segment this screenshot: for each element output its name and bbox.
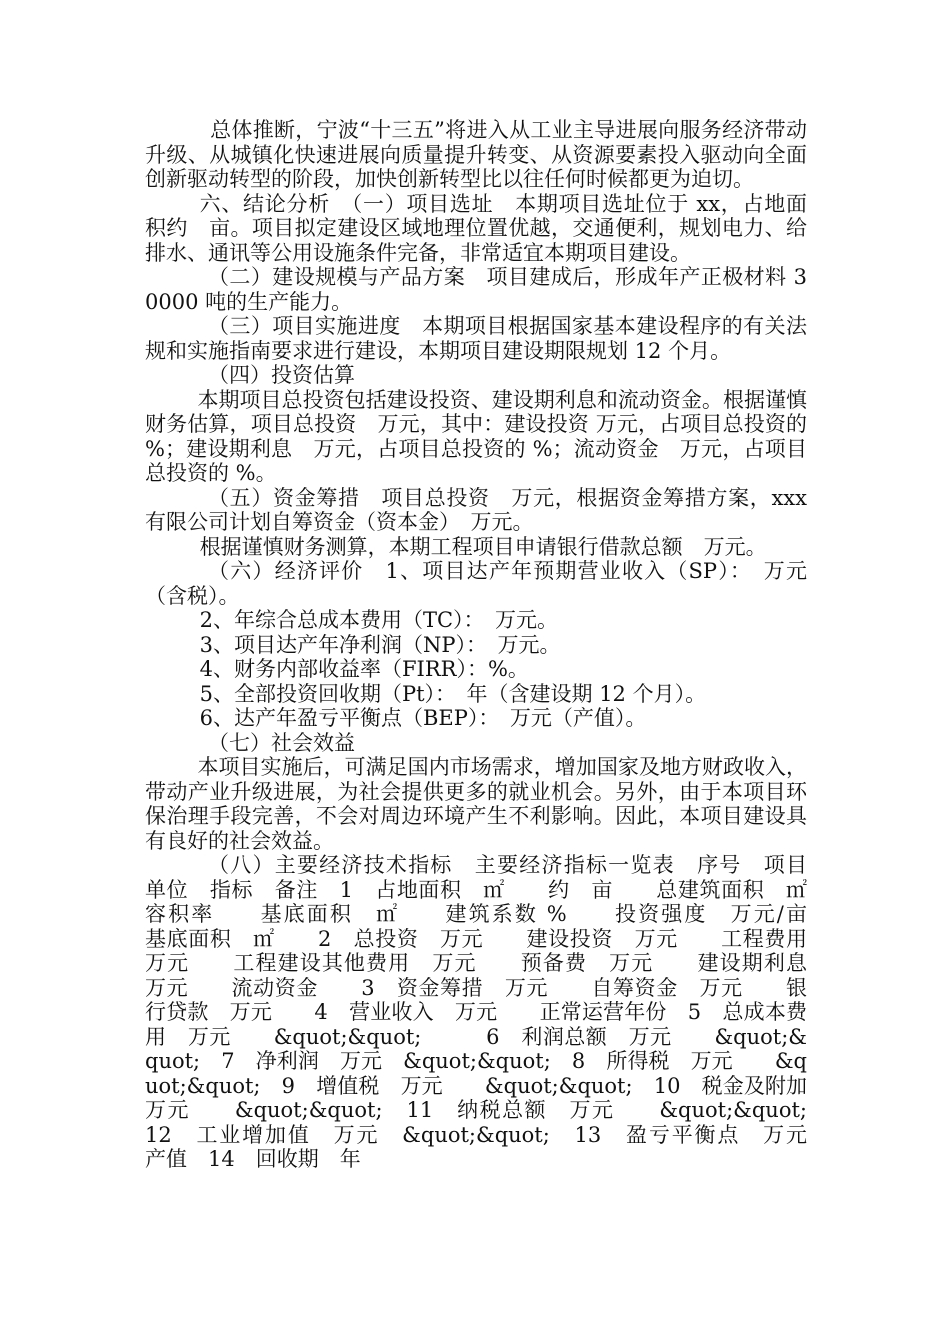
paragraph-economic-6: 6、达产年盈亏平衡点（BEP）： 万元（产值）。 <box>199 706 647 730</box>
paragraph-economic-5: 5、全部投资回收期（Pt）： 年（含建设期 12 个月）。 <box>199 681 707 706</box>
paragraph-summary: 总体推断，宁波“十三五”将进入从工业主导进展向服务经济带动升级、从城镇化快速进展向质量提升转变、从资源要素投入驱动向全面创新驱动转型的阶段，加快创新转型比以往任何时候都更为迫切。 <box>145 118 807 191</box>
paragraph-indicators: （八）主要经济技术指标 主要经济指标一览表 序号 项目 单位 指标 备注 1 占地面积 ㎡ 约 亩 总建筑面积 ㎡ 容积率 基底面积 ㎡ 建筑系数 % 投资强度 万元/亩 基底面积 ㎡ 2 总投资 万元 建设投资 万元 工程费用 万元 工程建设其他费用 万元 预备费 万元 建设期利息 万元 流动资金 3 资金筹措 万元 自筹资金 万元 银行贷款 万元 4 营业收入 万元 正常运营年份 5 总成本费用 万元 &quot;&quot; 6 利润总额 万元 &quot;&quot; 7 净利润 万元 &quot;&quot; 8 所得税 万元 &quot;&quot; 9 增值税 万元 &quot;&quot; 10 税金及附加 万元 &quot;&quot; 11 纳税总额 万元 &quot;&quot; 12 工业增加值 万元 &quot;&quot; 13 盈亏平衡点 万元 产值 14 回收期 年 <box>145 853 849 1171</box>
heading-social-benefit: （七）社会效益 <box>208 730 355 755</box>
paragraph-investment: 本期项目总投资包括建设投资、建设期利息和流动资金。根据谨慎财务估算，项目总投资 万元，其中：建设投资 万元，占项目总投资的 %；建设期利息 万元，占项目总投资的 %；流动资金 万元，占项目总投资的 %。 <box>145 387 807 485</box>
paragraph-economic-2: 2、年综合总成本费用（TC）： 万元。 <box>199 608 559 632</box>
paragraph-loan: 根据谨慎财务测算，本期工程项目申请银行借款总额 万元。 <box>199 534 767 559</box>
paragraph-funding: （五）资金筹措 项目总投资 万元，根据资金筹措方案，xxx 有限公司计划自筹资金（资本金） 万元。 <box>145 485 807 534</box>
paragraph-schedule: （三）项目实施进度 本期项目根据国家基本建设程序的有关法规和实施指南要求进行建设，本期项目建设期限规划 12 个月。 <box>145 314 807 363</box>
paragraph-economic-3: 3、项目达产年净利润（NP）： 万元。 <box>199 632 561 657</box>
paragraph-economic-4: 4、财务内部收益率（FIRR）：%。 <box>199 657 529 681</box>
paragraph-social-benefit: 本项目实施后，可满足国内市场需求，增加国家及地方财政收入，带动产业升级进展，为社会提供更多的就业机会。另外，由于本项目环保治理手段完善，不会对周边环境产生不利影响。因此，本项目建设具有良好的社会效益。 <box>145 755 807 853</box>
document-page <box>145 118 849 1172</box>
paragraph-economic-1: （六）经济评价 1、项目达产年预期营业收入（SP）： 万元（含税）。 <box>145 559 807 608</box>
heading-investment: （四）投资估算 <box>208 363 355 387</box>
paragraph-conclusion-site: 六、结论分析 （一）项目选址 本期项目选址位于 xx，占地面积约 亩。项目拟定建设区域地理位置优越，交通便利，规划电力、给排水、通讯等公用设施条件完备，非常适宜本期项目建设。 <box>145 191 807 265</box>
paragraph-scale: （二）建设规模与产品方案 项目建成后，形成年产正极材料 30000 吨的生产能力。 <box>145 265 807 314</box>
